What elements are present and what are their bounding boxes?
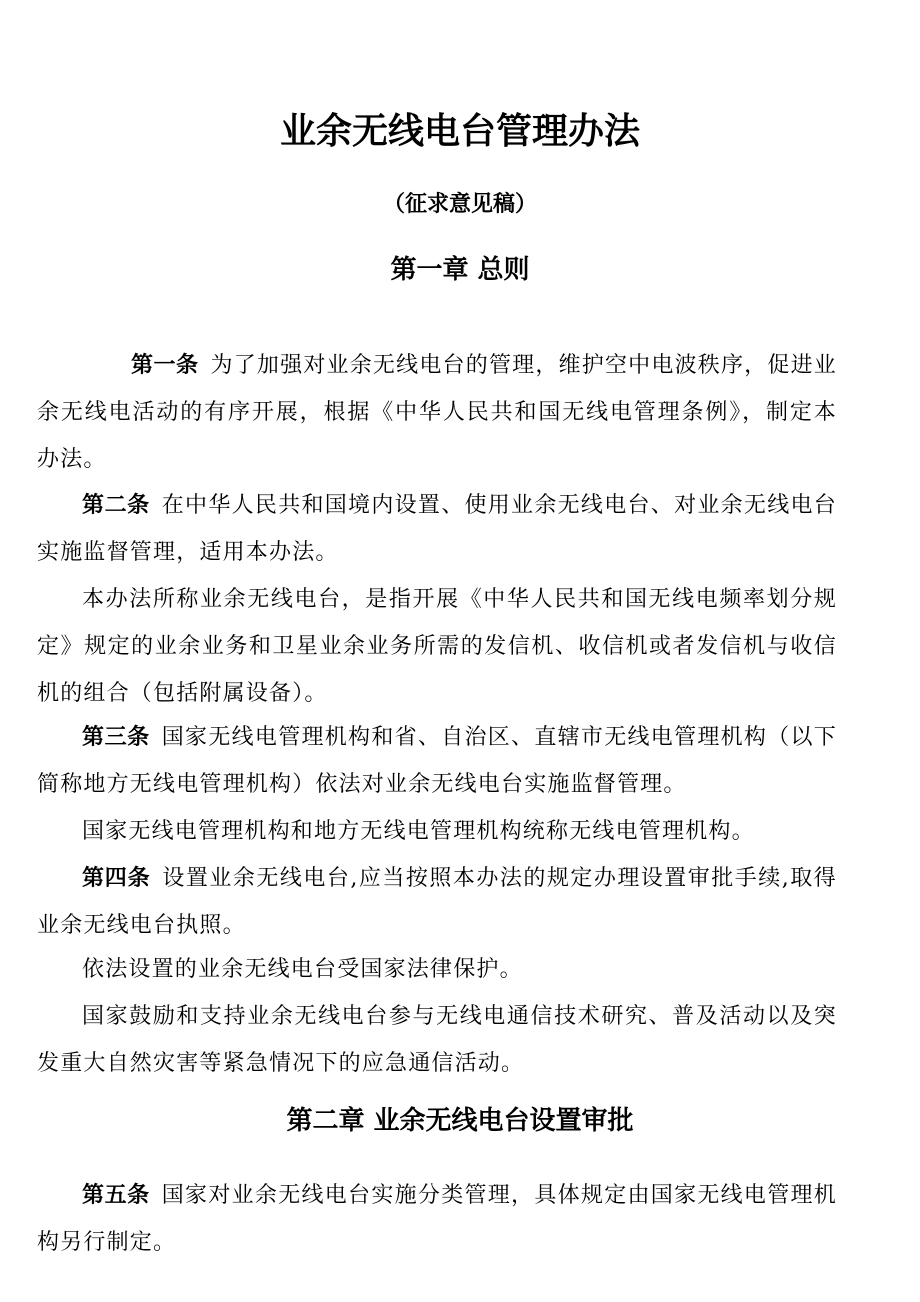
article-number: 第三条: [82, 725, 150, 750]
article-paragraph: [37, 1172, 837, 1266]
paragraph-text: 国家无线电管理机构和地方无线电管理机构统称无线电管理机构。: [82, 819, 755, 844]
paragraph-text: 设置业余无线电台,应当按照本办法的规定办理设置审批手续,取得业余无线电台执照。: [37, 866, 837, 938]
article-number: 第五条: [82, 1183, 150, 1208]
paragraph-text: 国家无线电管理机构和省、自治区、直辖市无线电管理机构（以下简称地方无线电管理机构）依法对业余无线电台实施监督管理。: [37, 725, 837, 797]
article-paragraph: [37, 855, 837, 949]
body-paragraph: [37, 576, 837, 717]
article-paragraph: [37, 714, 837, 808]
body-paragraph: [37, 808, 837, 855]
paragraph-text: 国家鼓励和支持业余无线电台参与无线电通信技术研究、普及活动以及突发重大自然灾害等紧急情况下的应急通信活动。: [37, 1004, 837, 1076]
article-paragraph: [37, 342, 837, 483]
article-number: 第四条: [82, 866, 151, 891]
paragraph-text: 国家对业余无线电台实施分类管理，具体规定由国家无线电管理机构另行制定。: [37, 1183, 837, 1255]
document-subtitle: （征求意见稿）: [382, 192, 537, 217]
article-number: 第一条: [131, 353, 199, 378]
paragraph-text: 为了加强对业余无线电台的管理，维护空中电波秩序，促进业余无线电活动的有序开展，根据《中华人民共和国无线电管理条例》，制定本办法。: [37, 353, 837, 472]
chapter-heading: 第一章 总则: [390, 255, 530, 285]
chapter-heading: 第二章 业余无线电台设置审批: [286, 1106, 634, 1136]
paragraph-text: 在中华人民共和国境内设置、使用业余无线电台、对业余无线电台实施监督管理，适用本办法。: [37, 493, 837, 565]
article-paragraph: [37, 482, 837, 576]
paragraph-text: 本办法所称业余无线电台，是指开展《中华人民共和国无线电频率划分规定》规定的业余业务和卫星业余业务所需的发信机、收信机或者发信机与收信机的组合（包括附属设备）。: [37, 587, 837, 706]
paragraph-text: 依法设置的业余无线电台受国家法律保护。: [82, 957, 523, 982]
body-paragraph: [37, 946, 837, 993]
body-paragraph: [37, 993, 837, 1087]
document-title: 业余无线电台管理办法: [279, 111, 640, 152]
article-number: 第二条: [82, 493, 150, 518]
